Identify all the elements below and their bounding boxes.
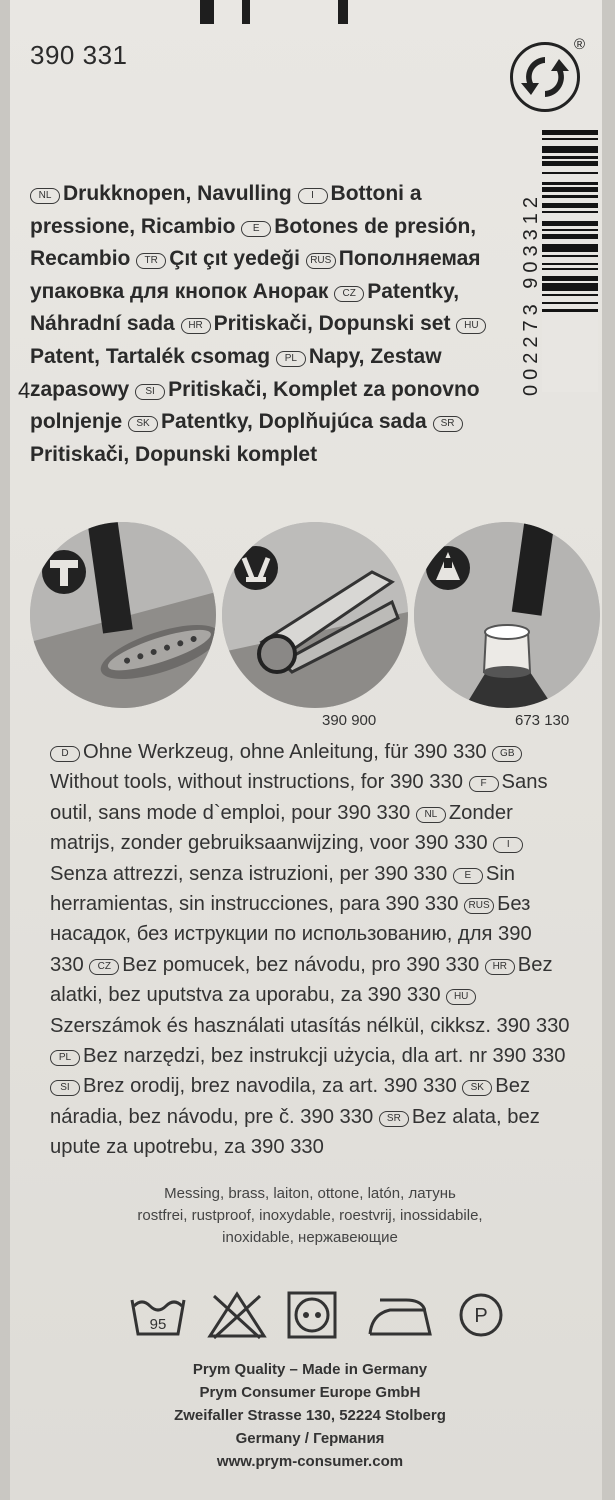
language-code-badge: RUS <box>464 898 494 914</box>
language-code-badge: GB <box>492 746 522 762</box>
barcode-bar <box>542 234 598 239</box>
no-bleach-icon <box>206 1290 268 1345</box>
language-code-badge: E <box>453 868 483 884</box>
slot-mark <box>338 0 348 24</box>
language-code-badge: SK <box>462 1080 492 1096</box>
language-code-badge: HR <box>485 959 515 975</box>
language-text: Çıt çıt yedeği <box>169 247 300 271</box>
language-text: Pritiskači, Dopunski komplet <box>30 442 318 466</box>
language-text: Patent, Tartalék csomag <box>30 344 271 368</box>
barcode-digits: 002273 903312 <box>520 191 542 396</box>
material-line: Messing, brass, laiton, ottone, latón, латунь <box>164 1185 456 1202</box>
manufacturer-line: Prym Consumer Europe GmbH <box>199 1384 421 1401</box>
wash-95-icon <box>128 1290 188 1345</box>
barcode-bar <box>542 156 598 159</box>
language-text: Patentky, Náhradní sada <box>30 279 460 336</box>
package-card <box>10 0 602 1500</box>
language-text: Drukknopen, Navulling <box>63 182 292 205</box>
language-code-badge: I <box>493 837 523 853</box>
pliers-illustration <box>222 522 408 708</box>
language-text: Пополняемая упаковка для кнопок Анорак <box>30 247 481 303</box>
setting-tool-illustration <box>414 522 600 708</box>
manufacturer-line: Germany / Германия <box>235 1430 385 1447</box>
barcode-bar <box>542 172 598 175</box>
article-code: 390 331 <box>30 40 128 70</box>
language-text: Ohne Werkzeug, ohne Anleitung, für 390 330 <box>83 741 487 763</box>
language-code-badge: F <box>469 776 499 792</box>
barcode-bar <box>542 195 598 198</box>
language-text: Szerszámok és használati utasítás nélkül, cikksz. 390 330 <box>50 1014 570 1037</box>
barcode-bar <box>542 221 598 226</box>
language-code-badge: D <box>50 746 80 762</box>
manufacturer-info <box>50 1358 570 1473</box>
language-text: Без насадок, без иструкции по использованию, для 390 330 <box>50 893 532 976</box>
wash-temperature: 95 <box>149 1316 167 1333</box>
manufacturer-line: Prym Quality – Made in Germany <box>192 1361 428 1378</box>
barcode-lead-digit: 4 <box>18 378 31 403</box>
language-text: Senza attrezzi, senza istruzioni, per 390 330 <box>50 862 448 885</box>
language-code-badge: TR <box>136 253 166 269</box>
language-code-badge: HU <box>456 318 486 334</box>
language-code-badge: HR <box>181 318 211 334</box>
language-code-badge: SR <box>433 416 463 432</box>
language-text: Bez náradia, bez návodu, pre č. 390 330 <box>50 1075 531 1128</box>
language-text: Without tools, without instructions, for 390 330 <box>50 771 463 794</box>
barcode-bar <box>542 244 598 252</box>
hammer-illustration <box>30 522 216 708</box>
barcode-bar <box>542 138 598 141</box>
language-text: Bez alata, bez upute za upotrebu, za 390 330 <box>50 1105 540 1159</box>
material-line: inoxidable, нержавеющие <box>222 1229 398 1246</box>
slot-mark <box>242 0 250 24</box>
manufacturer-line: Zweifaller Strasse 130, 52224 Stolberg <box>174 1407 446 1424</box>
language-code-badge: SI <box>50 1080 80 1096</box>
registered-mark: ® <box>574 36 586 53</box>
barcode-bar <box>542 255 598 258</box>
language-text: Napy, Zestaw zapasowy <box>30 344 442 401</box>
language-code-badge: SR <box>379 1111 409 1127</box>
instructions-multilingual <box>50 737 570 1163</box>
barcode-bar <box>542 211 598 214</box>
language-text: Zonder matrijs, zonder gebruiksaanwijzing, voor 390 330 <box>50 801 513 855</box>
language-text: Bez alatki, bez uputstva za uporabu, za 390 330 <box>50 953 553 1007</box>
language-text: Patentky, Doplňujúca sada <box>161 410 427 434</box>
language-text: Sin herramientas, sin instrucciones, para 390 330 <box>50 862 516 916</box>
language-code-badge: PL <box>276 351 306 367</box>
care-symbols <box>110 1290 530 1350</box>
barcode-bar <box>542 283 598 291</box>
barcode-bar <box>542 161 598 166</box>
setting-tool-article-number: 673 130 <box>515 712 570 729</box>
language-text: Bez pomucek, bez návodu, pro 390 330 <box>122 953 480 976</box>
language-code-badge: RUS <box>306 253 336 269</box>
language-text: Bottoni a pressione, Ricambio <box>30 182 422 238</box>
barcode-bar <box>542 203 598 208</box>
barcode-bar <box>542 268 598 271</box>
tumble-dry-icon <box>286 1290 338 1345</box>
barcode-bar <box>542 276 598 281</box>
barcode-bar <box>542 294 598 297</box>
barcode-bar <box>542 146 598 154</box>
language-text: Bez narzędzi, bez instrukcji użycia, dla art. nr 390 330 <box>83 1045 566 1068</box>
language-text: Pritiskači, Komplet za ponovno polnjenje <box>30 377 480 434</box>
barcode-bars <box>542 130 598 392</box>
language-code-badge: NL <box>30 188 60 204</box>
language-code-badge: NL <box>416 807 446 823</box>
barcode-bar <box>542 229 598 232</box>
barcode-bar <box>542 187 598 192</box>
barcode-bar <box>542 263 598 266</box>
language-code-badge: SK <box>128 416 158 432</box>
language-text: Sans outil, sans mode d`emploi, pour 390 330 <box>50 771 548 824</box>
barcode-bar <box>542 302 598 305</box>
language-code-badge: CZ <box>334 286 364 302</box>
language-text: Pritiskači, Dopunski set <box>213 312 451 336</box>
language-code-badge: HU <box>446 989 476 1005</box>
language-code-badge: SI <box>135 384 165 400</box>
language-text: Brez orodij, brez navodila, za art. 390 330 <box>83 1075 457 1098</box>
iron-icon <box>366 1290 436 1345</box>
language-code-badge: I <box>298 188 328 204</box>
hang-slot-marks <box>200 0 348 26</box>
material-line: rostfrei, rustproof, inoxydable, roestvrij, inossidabile, <box>137 1207 483 1224</box>
green-dot-recycle-icon <box>510 42 580 112</box>
barcode-bar <box>542 182 598 185</box>
barcode <box>516 130 600 410</box>
tool-illustrations <box>30 522 600 712</box>
dry-clean-letter: P <box>474 1305 488 1327</box>
dry-clean-p-icon <box>458 1290 504 1345</box>
language-code-badge: E <box>241 221 271 237</box>
slot-mark <box>200 0 214 24</box>
barcode-bar <box>542 130 598 135</box>
material-text <box>50 1183 570 1249</box>
language-text: Botones de presión, Recambio <box>30 214 477 271</box>
product-title-multilingual <box>30 178 500 471</box>
pliers-article-number: 390 900 <box>322 712 377 729</box>
barcode-bar <box>542 309 598 312</box>
language-code-badge: PL <box>50 1050 80 1066</box>
language-code-badge: CZ <box>89 959 119 975</box>
manufacturer-website: www.prym-consumer.com <box>216 1453 404 1470</box>
